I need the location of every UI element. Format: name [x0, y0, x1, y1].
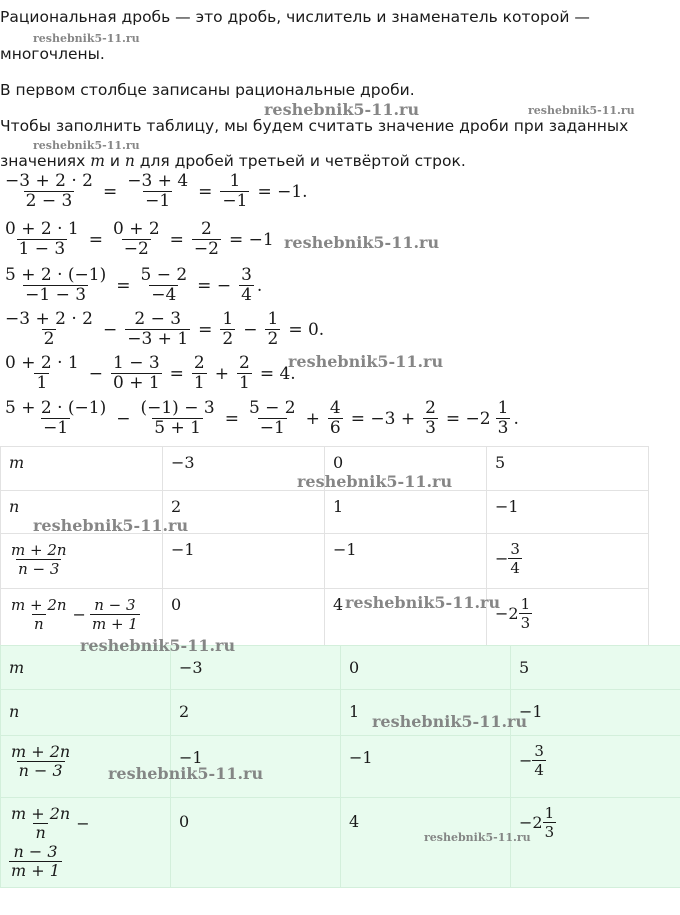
numerator: 5 + 2 · (−1): [5, 398, 107, 418]
fraction: [138, 399, 216, 438]
denominator: 1: [193, 373, 205, 393]
denominator: −4: [151, 285, 177, 305]
operator: −: [76, 814, 90, 833]
table-cell: 2: [163, 491, 325, 534]
denominator: 2: [267, 329, 279, 349]
table-cell: 5: [487, 447, 649, 491]
denominator: n − 3: [18, 761, 63, 780]
operator: = −: [197, 275, 232, 296]
denominator: 2: [43, 329, 55, 349]
denominator: 5 + 1: [154, 418, 201, 438]
fraction: [519, 595, 533, 632]
numerator: 4: [329, 398, 341, 418]
numerator: 5 − 2: [140, 265, 188, 285]
table-cell: −1: [325, 534, 487, 589]
fraction: [3, 399, 108, 438]
numerator: m + 2n: [11, 804, 71, 823]
denominator: n: [33, 615, 44, 633]
numerator: 1: [229, 171, 241, 191]
fraction: [9, 805, 72, 842]
table-cell: 4: [341, 798, 511, 888]
fraction: [125, 310, 190, 349]
intro-line-5: [0, 151, 466, 171]
denominator: m + 1: [91, 615, 138, 633]
fraction: [111, 220, 162, 259]
watermark: reshebnik5-11.ru: [33, 516, 189, 535]
table-cell: −3: [171, 646, 341, 690]
numerator: 0 + 2 · 1: [5, 353, 79, 373]
numerator: 1: [267, 309, 279, 329]
table-cell: 1: [341, 690, 511, 736]
table-cell: −1: [163, 534, 325, 589]
fraction: [220, 172, 249, 211]
table-cell-label: [1, 534, 163, 589]
numerator: 2: [238, 353, 250, 373]
fraction: [111, 354, 162, 393]
fraction: [3, 172, 95, 211]
numerator: −3 + 2 · 2: [5, 309, 93, 329]
fraction: [237, 354, 252, 393]
table-row: [1, 798, 680, 888]
numerator: m + 2n: [11, 596, 67, 614]
watermark: reshebnik5-11.ru: [108, 764, 264, 783]
fraction: [532, 742, 546, 779]
denominator: 6: [329, 418, 341, 438]
fraction: [3, 266, 108, 305]
denominator: 1: [36, 373, 48, 393]
fraction: [265, 310, 280, 349]
watermark: reshebnik5-11.ru: [372, 712, 528, 731]
table-cell-label: m: [1, 447, 163, 491]
numerator: 0 + 2: [112, 219, 160, 239]
denominator: 4: [241, 285, 252, 305]
watermark: reshebnik5-11.ru: [264, 100, 420, 119]
denominator: −3 + 1: [127, 329, 189, 349]
denominator: 4: [534, 761, 544, 779]
equation-result: = −1: [228, 229, 274, 250]
equation-result: = −1.: [257, 181, 308, 202]
fraction: [90, 596, 140, 633]
answer-table: [0, 645, 680, 888]
numerator: (−1) − 3: [140, 398, 215, 418]
fraction: [508, 540, 522, 577]
numerator: n − 3: [13, 842, 58, 861]
fraction: [328, 399, 343, 438]
table-row: [1, 534, 649, 589]
equation-result: .: [256, 275, 263, 296]
sign: −: [495, 549, 509, 568]
intro-line-2: многочлены.: [0, 45, 105, 63]
fraction: [239, 266, 254, 305]
fraction: [3, 310, 95, 349]
fraction: [496, 399, 511, 438]
equation-result: .: [513, 408, 519, 429]
numerator: −3 + 4: [127, 171, 189, 191]
equation-2: $\frac{0 + 2 \cdot 1}{1 - 3}$ = $\frac{0 + 2}{-2}$ = $\frac{2}{-2}$ = −1: [5, 219, 274, 259]
intro-line-5-text-b: и: [104, 152, 125, 170]
table-row: [1, 736, 680, 798]
watermark: reshebnik5-11.ru: [297, 472, 453, 491]
fraction: [125, 172, 190, 211]
intro-line-5-text-a: значениях: [0, 152, 91, 170]
fraction: [192, 354, 207, 393]
numerator: 1 − 3: [112, 353, 160, 373]
var-m: m: [90, 152, 105, 170]
denominator: −1: [222, 191, 248, 211]
var-n: n: [124, 152, 135, 170]
watermark: reshebnik5-11.ru: [33, 32, 140, 45]
whole-part: −2: [495, 604, 519, 623]
sign: −: [519, 751, 533, 770]
denominator: m + 1: [11, 861, 60, 880]
equation-result: = 4.: [259, 363, 296, 384]
numerator: 2: [201, 219, 212, 239]
fraction: [9, 843, 62, 880]
denominator: 1 − 3: [18, 239, 66, 259]
table-cell: −1: [341, 736, 511, 798]
fraction: [220, 310, 235, 349]
intro-line-5-text-c: для дробей третьей и четвёртой строк.: [134, 152, 466, 170]
numerator: 3: [241, 265, 252, 285]
denominator: −2: [123, 239, 149, 259]
numerator: 1: [544, 804, 555, 822]
watermark: reshebnik5-11.ru: [288, 352, 444, 371]
numerator: 3: [510, 540, 520, 558]
denominator: 3: [425, 418, 436, 438]
fraction: [9, 596, 69, 633]
numerator: 0 + 2 · 1: [5, 219, 79, 239]
numerator: 2 − 3: [134, 309, 182, 329]
numerator: 1: [520, 595, 531, 613]
table-cell: [511, 736, 680, 798]
denominator: −1: [145, 191, 171, 211]
table-cell-label: n: [1, 491, 163, 534]
fraction: [9, 743, 72, 780]
numerator: m + 2n: [11, 742, 71, 761]
operator: = −3 +: [350, 408, 416, 429]
numerator: 5 − 2: [248, 398, 296, 418]
intro-line-3: В первом столбце записаны рациональные дроби.: [0, 81, 415, 99]
equation-5: $\frac{0 + 2 \cdot 1}{1}$ − $\frac{1 - 3}{0 + 1}$ = $\frac{2}{1}$ + $\frac{2}{1}$ = 4.: [5, 353, 296, 393]
table-cell-label: [1, 798, 171, 888]
table-cell: 1: [325, 491, 487, 534]
numerator: 1: [497, 398, 509, 418]
denominator: 0 + 1: [112, 373, 160, 393]
numerator: 3: [534, 742, 544, 760]
equation-4: $\frac{-3 + 2 \cdot 2}{2}$ − $\frac{2 - 3}{-3 + 1}$ = $\frac{1}{2}$ − $\frac{1}{2}$ = 0.: [5, 309, 325, 349]
denominator: −1 − 3: [25, 285, 87, 305]
denominator: 3: [520, 614, 531, 632]
watermark: reshebnik5-11.ru: [345, 593, 501, 612]
table-cell-label: m: [1, 646, 171, 690]
numerator: 2: [193, 353, 205, 373]
table-cell: 0: [325, 447, 487, 491]
denominator: n − 3: [18, 560, 60, 578]
numerator: m + 2n: [11, 541, 67, 559]
table-cell: −1: [487, 491, 649, 534]
table-cell: 5: [511, 646, 680, 690]
intro-line-4: Чтобы заполнить таблицу, мы будем считать значение дроби при заданных: [0, 117, 629, 135]
denominator: n: [35, 823, 46, 842]
denominator: 3: [497, 418, 509, 438]
table-cell: −3: [163, 447, 325, 491]
watermark: reshebnik5-11.ru: [424, 831, 531, 844]
table-cell: −1: [171, 736, 341, 798]
fraction: [138, 266, 189, 305]
denominator: 1: [238, 373, 250, 393]
table-cell: −1: [511, 690, 680, 736]
watermark: reshebnik5-11.ru: [528, 104, 635, 117]
denominator: 4: [510, 559, 520, 577]
watermark: reshebnik5-11.ru: [284, 233, 440, 252]
table-cell: 2: [171, 690, 341, 736]
fraction: [192, 220, 221, 259]
table-row: [1, 690, 680, 736]
whole-part: −2: [519, 813, 543, 832]
denominator: 2 − 3: [25, 191, 73, 211]
equation-result: = 0.: [288, 319, 325, 340]
table-cell: [511, 798, 680, 888]
numerator: 5 + 2 · (−1): [5, 265, 107, 285]
numerator: 1: [222, 309, 234, 329]
equation-1: $\frac{-3 + 2 \cdot 2}{2 - 3}$ = $\frac{-3 + 4}{-1}$ = $\frac{1}{-1}$ = −1.: [5, 171, 308, 211]
table-cell: 0: [341, 646, 511, 690]
operator: −: [72, 605, 86, 624]
denominator: 2: [222, 329, 234, 349]
table-cell: 0: [171, 798, 341, 888]
watermark: reshebnik5-11.ru: [33, 139, 140, 152]
denominator: 3: [544, 823, 555, 841]
table-cell: 0: [163, 589, 325, 646]
numerator: −3 + 2 · 2: [5, 171, 93, 191]
equation-3: $\frac{5 + 2 \cdot (-1)}{-1 - 3}$ = $\frac{5 - 2}{-4}$ = − $\frac{3}{4}$ .: [5, 265, 263, 305]
table-cell: 4: [325, 589, 487, 646]
denominator: −2: [193, 239, 219, 259]
table-cell-label: n: [1, 690, 171, 736]
fraction: [3, 354, 81, 393]
watermark: reshebnik5-11.ru: [80, 636, 236, 655]
fraction: [247, 399, 298, 438]
table-cell: [487, 534, 649, 589]
numerator: n − 3: [94, 596, 136, 614]
fraction: [9, 541, 69, 578]
fraction: [423, 399, 438, 438]
denominator: −1: [43, 418, 69, 438]
fraction: [543, 804, 557, 841]
denominator: −1: [259, 418, 285, 438]
intro-line-1: Рациональная дробь — это дробь, числитель и знаменатель которой —: [0, 8, 590, 26]
table-cell: [487, 589, 649, 646]
operator: = −2: [445, 408, 491, 429]
equation-6: $\frac{5 + 2 \cdot (-1)}{-1}$ − $\frac{(-1) - 3}{5 + 1}$ = $\frac{5 - 2}{-1}$ + $\frac{4}{6}$ = −3 + $\frac{2}{3}$ = −2 $\frac{1}{3}$ .: [5, 398, 519, 438]
fraction: [3, 220, 81, 259]
numerator: 2: [425, 398, 436, 418]
